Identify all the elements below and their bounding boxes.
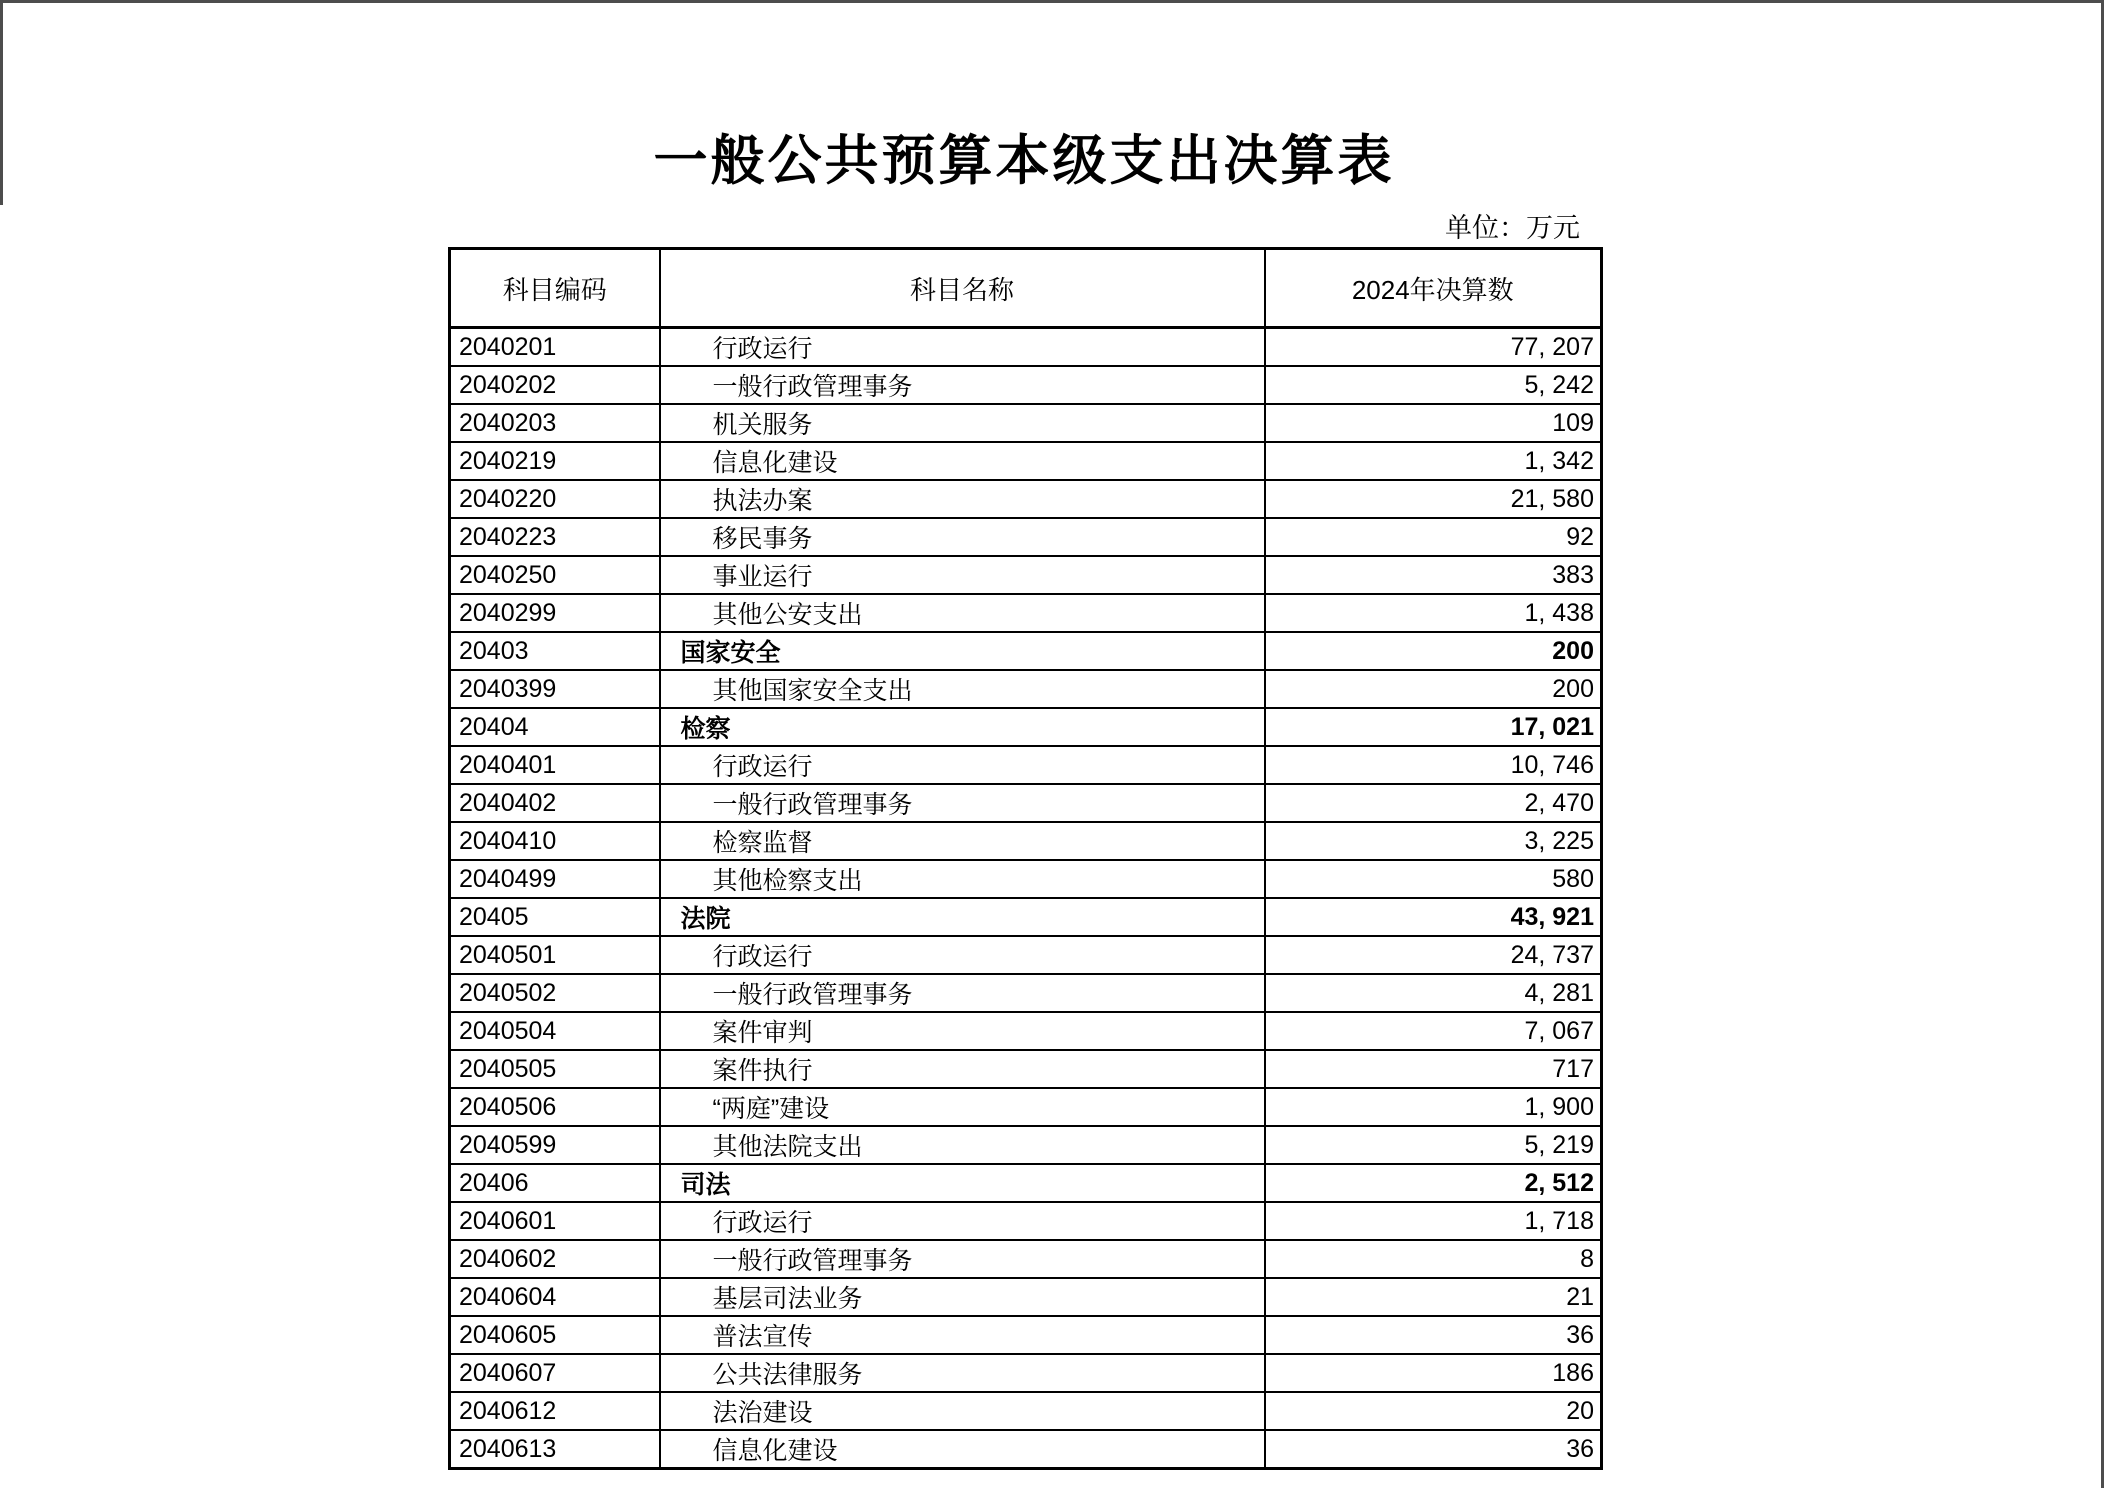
subject-name-cell: 移民事务: [660, 518, 1265, 556]
subject-code-cell: 20406: [450, 1164, 660, 1202]
subject-code-cell: 2040604: [450, 1278, 660, 1316]
amount-cell: 2, 470: [1265, 784, 1602, 822]
subject-name-cell: 事业运行: [660, 556, 1265, 594]
table-row: [450, 366, 1602, 404]
subject-code-cell: 2040201: [450, 328, 660, 367]
amount-cell: 717: [1265, 1050, 1602, 1088]
table-header: [450, 249, 1602, 328]
table-row: [450, 1430, 1602, 1469]
table-row: [450, 442, 1602, 480]
subject-name-cell: 一般行政管理事务: [660, 974, 1265, 1012]
table-header-row: [450, 249, 1602, 328]
amount-cell: 8: [1265, 1240, 1602, 1278]
subject-name-cell: 法治建设: [660, 1392, 1265, 1430]
table-row: [450, 1316, 1602, 1354]
subject-name-cell: 一般行政管理事务: [660, 366, 1265, 404]
table-row: [450, 822, 1602, 860]
subject-name-cell: 基层司法业务: [660, 1278, 1265, 1316]
subject-code-cell: 2040402: [450, 784, 660, 822]
table-row: [450, 898, 1602, 936]
amount-cell: 3, 225: [1265, 822, 1602, 860]
subject-code-cell: 20404: [450, 708, 660, 746]
subject-name-cell: 执法办案: [660, 480, 1265, 518]
subject-code-cell: 2040410: [450, 822, 660, 860]
amount-cell: 17, 021: [1265, 708, 1602, 746]
subject-code-cell: 2040219: [450, 442, 660, 480]
amount-cell: 36: [1265, 1430, 1602, 1469]
table-row: [450, 1050, 1602, 1088]
amount-cell: 21: [1265, 1278, 1602, 1316]
subject-code-cell: 20405: [450, 898, 660, 936]
table-row: [450, 1392, 1602, 1430]
subject-code-cell: 2040499: [450, 860, 660, 898]
table-row: [450, 1012, 1602, 1050]
amount-cell: 200: [1265, 632, 1602, 670]
amount-cell: 5, 219: [1265, 1126, 1602, 1164]
column-header-subject-name: 科目名称: [660, 249, 1265, 328]
subject-name-cell: 行政运行: [660, 1202, 1265, 1240]
subject-code-cell: 2040599: [450, 1126, 660, 1164]
subject-name-cell: 案件审判: [660, 1012, 1265, 1050]
subject-code-cell: 2040223: [450, 518, 660, 556]
subject-code-cell: 2040401: [450, 746, 660, 784]
subject-name-cell: 信息化建设: [660, 442, 1265, 480]
table-row: [450, 1088, 1602, 1126]
unit-label: 单位：万元: [1445, 213, 1580, 243]
table-row: [450, 936, 1602, 974]
subject-name-cell: 司法: [660, 1164, 1265, 1202]
subject-name-cell: 行政运行: [660, 328, 1265, 367]
subject-code-cell: 2040299: [450, 594, 660, 632]
subject-name-cell: 公共法律服务: [660, 1354, 1265, 1392]
amount-cell: 4, 281: [1265, 974, 1602, 1012]
subject-name-cell: 普法宣传: [660, 1316, 1265, 1354]
amount-cell: 10, 746: [1265, 746, 1602, 784]
amount-cell: 92: [1265, 518, 1602, 556]
subject-code-cell: 2040399: [450, 670, 660, 708]
page-title: 一般公共预算本级支出决算表: [653, 131, 1395, 191]
table-row: [450, 556, 1602, 594]
table-body: [450, 328, 1602, 1469]
table-row: [450, 480, 1602, 518]
subject-code-cell: 2040220: [450, 480, 660, 518]
amount-cell: 5, 242: [1265, 366, 1602, 404]
amount-cell: 24, 737: [1265, 936, 1602, 974]
amount-cell: 36: [1265, 1316, 1602, 1354]
subject-code-cell: 2040602: [450, 1240, 660, 1278]
subject-code-cell: 20403: [450, 632, 660, 670]
amount-cell: 77, 207: [1265, 328, 1602, 367]
table-row: [450, 1278, 1602, 1316]
table-row: [450, 708, 1602, 746]
subject-code-cell: 2040605: [450, 1316, 660, 1354]
amount-cell: 7, 067: [1265, 1012, 1602, 1050]
subject-name-cell: 法院: [660, 898, 1265, 936]
amount-cell: 20: [1265, 1392, 1602, 1430]
table-row: [450, 784, 1602, 822]
subject-code-cell: 2040501: [450, 936, 660, 974]
amount-cell: 1, 900: [1265, 1088, 1602, 1126]
screenshot-top-edge: [0, 0, 2104, 3]
subject-name-cell: 一般行政管理事务: [660, 1240, 1265, 1278]
subject-name-cell: 一般行政管理事务: [660, 784, 1265, 822]
subject-code-cell: 2040504: [450, 1012, 660, 1050]
amount-cell: 200: [1265, 670, 1602, 708]
screenshot-left-edge: [0, 0, 3, 205]
subject-name-cell: 检察: [660, 708, 1265, 746]
subject-code-cell: 2040607: [450, 1354, 660, 1392]
subject-name-cell: 国家安全: [660, 632, 1265, 670]
amount-cell: 383: [1265, 556, 1602, 594]
subject-name-cell: 其他国家安全支出: [660, 670, 1265, 708]
column-header-amount-2024: 2024年决算数: [1265, 249, 1602, 328]
subject-name-cell: 检察监督: [660, 822, 1265, 860]
amount-cell: 43, 921: [1265, 898, 1602, 936]
amount-cell: 580: [1265, 860, 1602, 898]
table-row: [450, 404, 1602, 442]
subject-name-cell: 其他检察支出: [660, 860, 1265, 898]
table-row: [450, 1164, 1602, 1202]
amount-cell: 109: [1265, 404, 1602, 442]
table-row: [450, 594, 1602, 632]
table-row: [450, 328, 1602, 367]
subject-name-cell: 行政运行: [660, 746, 1265, 784]
amount-cell: 186: [1265, 1354, 1602, 1392]
subject-code-cell: 2040203: [450, 404, 660, 442]
subject-name-cell: 行政运行: [660, 936, 1265, 974]
subject-code-cell: 2040250: [450, 556, 660, 594]
table-row: [450, 1126, 1602, 1164]
subject-code-cell: 2040506: [450, 1088, 660, 1126]
subject-name-cell: 其他法院支出: [660, 1126, 1265, 1164]
subject-name-cell: 信息化建设: [660, 1430, 1265, 1469]
table-row: [450, 670, 1602, 708]
subject-name-cell: “两庭”建设: [660, 1088, 1265, 1126]
table-row: [450, 1202, 1602, 1240]
subject-name-cell: 机关服务: [660, 404, 1265, 442]
subject-name-cell: 案件执行: [660, 1050, 1265, 1088]
subject-code-cell: 2040601: [450, 1202, 660, 1240]
subject-code-cell: 2040612: [450, 1392, 660, 1430]
amount-cell: 1, 342: [1265, 442, 1602, 480]
amount-cell: 1, 718: [1265, 1202, 1602, 1240]
table-row: [450, 974, 1602, 1012]
subject-name-cell: 其他公安支出: [660, 594, 1265, 632]
table-row: [450, 632, 1602, 670]
amount-cell: 21, 580: [1265, 480, 1602, 518]
table-row: [450, 860, 1602, 898]
subject-code-cell: 2040502: [450, 974, 660, 1012]
table-row: [450, 1240, 1602, 1278]
amount-cell: 1, 438: [1265, 594, 1602, 632]
budget-table: [448, 247, 1603, 1470]
column-header-subject-code: 科目编码: [450, 249, 660, 328]
table-row: [450, 1354, 1602, 1392]
subject-code-cell: 2040613: [450, 1430, 660, 1469]
table-row: [450, 746, 1602, 784]
subject-code-cell: 2040505: [450, 1050, 660, 1088]
subject-code-cell: 2040202: [450, 366, 660, 404]
table-row: [450, 518, 1602, 556]
amount-cell: 2, 512: [1265, 1164, 1602, 1202]
